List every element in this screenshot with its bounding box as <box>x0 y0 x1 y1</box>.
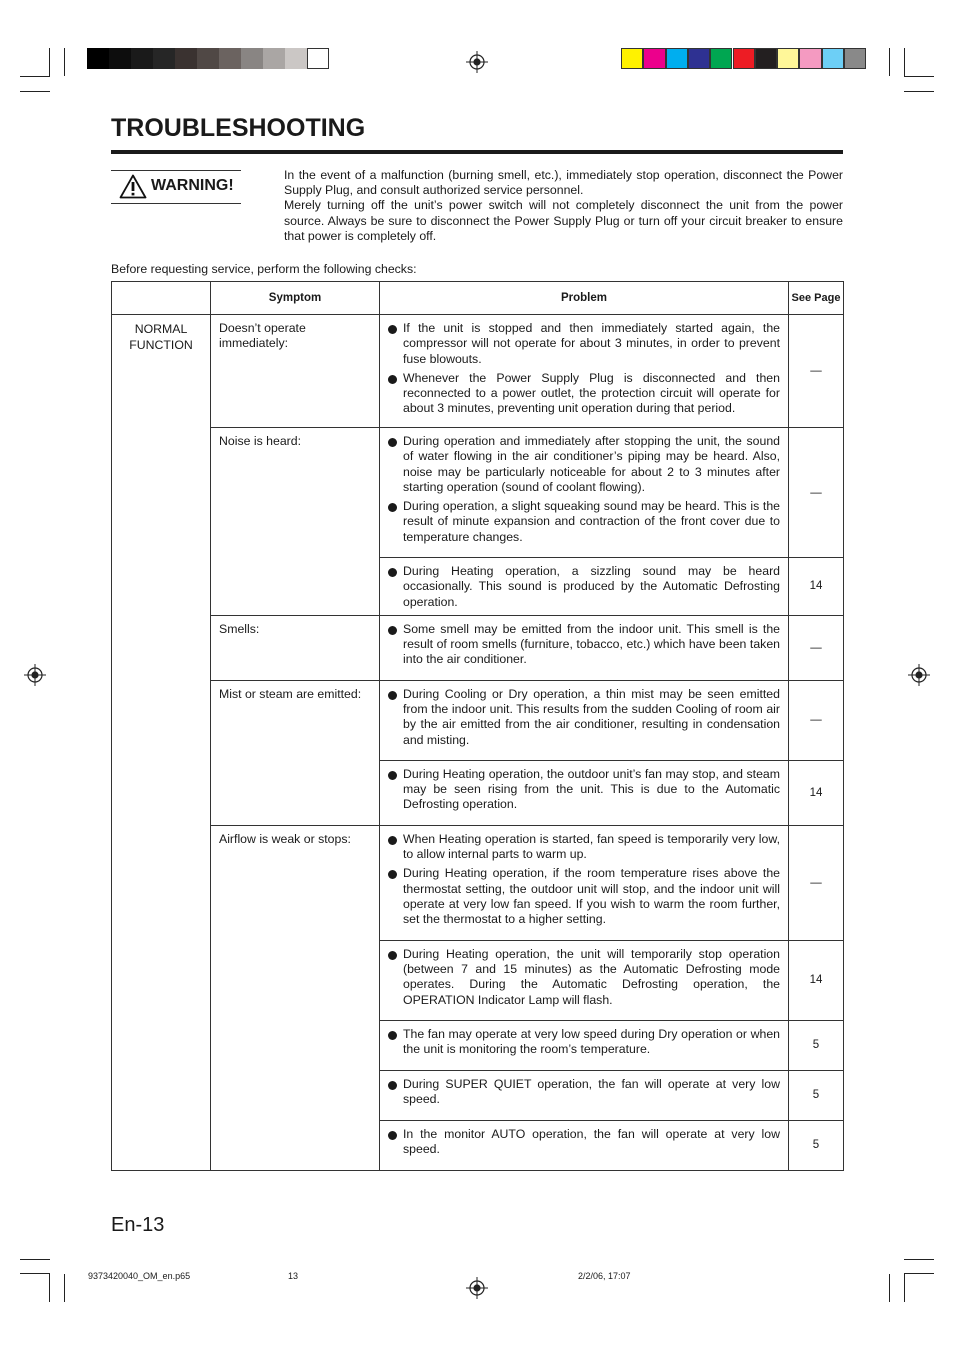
problem-text: The fan may operate at very low speed during Dry operation or when the unit is monitoring the room’s temperature. <box>403 1026 780 1057</box>
crop-mark <box>904 1273 934 1274</box>
crop-mark <box>20 91 50 92</box>
problem-cell <box>380 428 789 558</box>
gray-swatch <box>285 48 307 69</box>
bullet-icon <box>388 325 397 334</box>
problem-item <box>388 622 780 668</box>
see-page-cell: — <box>789 825 844 940</box>
crop-mark <box>904 91 934 92</box>
table-row <box>112 428 844 558</box>
problem-item <box>388 767 780 813</box>
gray-swatch <box>307 48 329 69</box>
bullet-icon <box>388 691 397 700</box>
color-swatch <box>621 48 643 69</box>
see-page-cell: 14 <box>789 940 844 1020</box>
registration-mark-icon <box>908 664 930 686</box>
problem-text: When Heating operation is started, fan speed is temporarily very low, to allow internal parts to warm up. <box>403 831 780 862</box>
see-page-cell: 5 <box>789 1070 844 1120</box>
see-page-cell: — <box>789 615 844 680</box>
see-page-cell: 5 <box>789 1020 844 1070</box>
table-row <box>112 615 844 680</box>
gray-swatch <box>175 48 197 69</box>
gray-swatch <box>153 48 175 69</box>
problem-item <box>388 564 780 610</box>
problem-cell <box>380 760 789 825</box>
page-number: En-13 <box>111 1214 165 1236</box>
warning-paragraph: In the event of a malfunction (burning smell, etc.), immediately stop operation, disconnect the Power Supply Plug, and consult authorized service personnel. <box>284 168 843 198</box>
bullet-icon <box>388 438 397 447</box>
table-row <box>112 680 844 760</box>
crop-mark <box>904 1259 934 1260</box>
bullet-icon <box>388 870 397 879</box>
table-header-row <box>112 282 844 315</box>
gray-swatch <box>197 48 219 69</box>
problem-text: If the unit is stopped and then immediately started again, the compressor will not operate for about 3 minutes, in order to prevent fuse blowouts. <box>403 321 780 366</box>
crop-mark <box>20 76 50 77</box>
color-swatch <box>777 48 799 69</box>
problem-item <box>388 866 780 927</box>
bullet-icon <box>388 1081 397 1090</box>
gray-swatch <box>241 48 263 69</box>
bullet-icon <box>388 836 397 845</box>
color-swatch <box>822 48 844 69</box>
bullet-icon <box>388 1031 397 1040</box>
color-swatch <box>733 48 755 69</box>
bullet-icon <box>388 568 397 577</box>
problem-text: During Heating operation, a sizzling sound may be heard occasionally. This sound is produced by the Automatic Defrosting operation. <box>403 564 780 609</box>
header-see-page: See Page <box>789 282 844 315</box>
header-symptom: Symptom <box>211 282 380 315</box>
problem-item <box>388 434 780 495</box>
see-page-cell: — <box>789 680 844 760</box>
gray-swatch <box>87 48 109 69</box>
see-page-cell: 14 <box>789 558 844 616</box>
color-swatch <box>666 48 688 69</box>
troubleshooting-table <box>111 281 844 1171</box>
crop-mark <box>20 1259 50 1260</box>
bullet-icon <box>388 503 397 512</box>
header-category <box>112 282 211 315</box>
title-rule <box>111 150 843 154</box>
registration-mark-icon <box>466 51 488 73</box>
warning-box <box>111 170 241 204</box>
problem-cell <box>380 825 789 940</box>
footer-date: 2/2/06, 17:07 <box>578 1271 631 1281</box>
gray-swatch <box>131 48 153 69</box>
crop-mark <box>904 48 905 76</box>
problem-item <box>388 371 780 417</box>
see-page-cell: 5 <box>789 1120 844 1170</box>
category-cell: NORMAL FUNCTION <box>112 315 211 1171</box>
registration-mark-icon <box>466 1277 488 1299</box>
crop-mark <box>889 48 890 76</box>
bullet-icon <box>388 375 397 384</box>
problem-cell <box>380 558 789 616</box>
symptom-cell: Mist or steam are emitted: <box>211 680 380 825</box>
problem-item <box>388 1027 780 1058</box>
color-swatch <box>688 48 710 69</box>
problem-item <box>388 687 780 748</box>
crop-mark <box>49 48 50 76</box>
symptom-cell: Airflow is weak or stops: <box>211 825 380 1170</box>
color-swatch <box>643 48 665 69</box>
color-swatch <box>844 48 866 69</box>
symptom-cell: Smells: <box>211 615 380 680</box>
problem-text: During Heating operation, the outdoor unit’s fan may stop, and steam may be seen rising from the unit. This is due to the Automatic Defrosting operation. <box>403 766 780 812</box>
page-title: TROUBLESHOOTING <box>111 114 366 142</box>
crop-mark <box>904 1274 905 1302</box>
warning-label: WARNING! <box>151 177 234 194</box>
footer-page: 13 <box>288 1271 299 1281</box>
problem-text: During SUPER QUIET operation, the fan will operate at very low speed. <box>403 1076 780 1107</box>
problem-cell <box>380 615 789 680</box>
problem-text: During operation, a slight squeaking sound may be heard. This is the result of minute expansion and contraction of the front cover due to temperature changes. <box>403 499 780 544</box>
problem-text: During operation and immediately after stopping the unit, the sound of water flowing in the air conditioner’s piping may be heard. Also, noise may be particularly noticeable for about 2 to 3 minutes after starting operation (sound of coolant flowing). <box>403 434 780 494</box>
problem-cell <box>380 1120 789 1170</box>
problem-item <box>388 832 780 863</box>
gray-swatch <box>263 48 285 69</box>
problem-text: Some smell may be emitted from the indoor unit. This smell is the result of room smells (furniture, tobacco, etc.) which have been taken into the air conditioner. <box>403 621 780 667</box>
crop-mark <box>20 1273 50 1274</box>
problem-item <box>388 1127 780 1158</box>
problem-text: During Heating operation, the unit will temporarily stop operation (between 7 and 15 minutes) as the Automatic Defrosting mode operates. During the Automatic Defrosting operation, the OPERATION Indicator Lamp will flash. <box>403 946 780 1007</box>
bullet-icon <box>388 951 397 960</box>
problem-item <box>388 499 780 545</box>
crop-mark <box>904 76 934 77</box>
problem-item <box>388 1077 780 1108</box>
see-page-cell: — <box>789 428 844 558</box>
warning-paragraph: Merely turning off the unit’s power switch will not completely disconnect the unit from the power source. Always be sure to disconnect the Power Supply Plug or turn off your circuit breaker to ensure that power is completely off. <box>284 198 843 243</box>
table-row <box>112 315 844 428</box>
problem-cell <box>380 1070 789 1120</box>
color-swatch <box>755 48 777 69</box>
intro-text: Before requesting service, perform the following checks: <box>111 262 417 276</box>
bullet-icon <box>388 626 397 635</box>
gray-swatch <box>219 48 241 69</box>
registration-mark-icon <box>24 664 46 686</box>
symptom-cell: Noise is heard: <box>211 428 380 616</box>
color-swatch <box>710 48 732 69</box>
warning-text <box>284 168 843 244</box>
color-swatch <box>799 48 821 69</box>
bullet-icon <box>388 1131 397 1140</box>
problem-cell <box>380 940 789 1020</box>
see-page-cell: 14 <box>789 760 844 825</box>
problem-cell <box>380 680 789 760</box>
header-problem: Problem <box>380 282 789 315</box>
problem-item <box>388 947 780 1008</box>
crop-mark <box>889 1274 890 1302</box>
crop-mark <box>64 48 65 76</box>
crop-mark <box>49 1274 50 1302</box>
see-page-cell: — <box>789 315 844 428</box>
gray-swatch <box>109 48 131 69</box>
table-row <box>112 825 844 940</box>
problem-cell <box>380 1020 789 1070</box>
warning-triangle-icon <box>119 174 147 199</box>
problem-text: Whenever the Power Supply Plug is disconnected and then reconnected to a power outlet, the protection circuit will operate for about 3 minutes, preventing unit operation during that period. <box>403 370 780 416</box>
bullet-icon <box>388 771 397 780</box>
problem-text: During Cooling or Dry operation, a thin mist may be seen emitted from the indoor unit. This results from the sudden Cooling of room air by the air emitted from the air conditioner, resulting in condensation and misting. <box>403 686 780 747</box>
footer-file: 9373420040_OM_en.p65 <box>88 1271 191 1281</box>
crop-mark <box>64 1274 65 1302</box>
problem-item <box>388 321 780 367</box>
symptom-cell: Doesn’t operate immediately: <box>211 315 380 428</box>
problem-cell <box>380 315 789 428</box>
problem-text: During Heating operation, if the room temperature rises above the thermostat setting, the outdoor unit will stop, and the indoor unit will operate at very low fan speed. If you wish to warm the room further, set the thermostat to a higher setting. <box>403 866 780 927</box>
problem-text: In the monitor AUTO operation, the fan will operate at very low speed. <box>403 1126 780 1157</box>
